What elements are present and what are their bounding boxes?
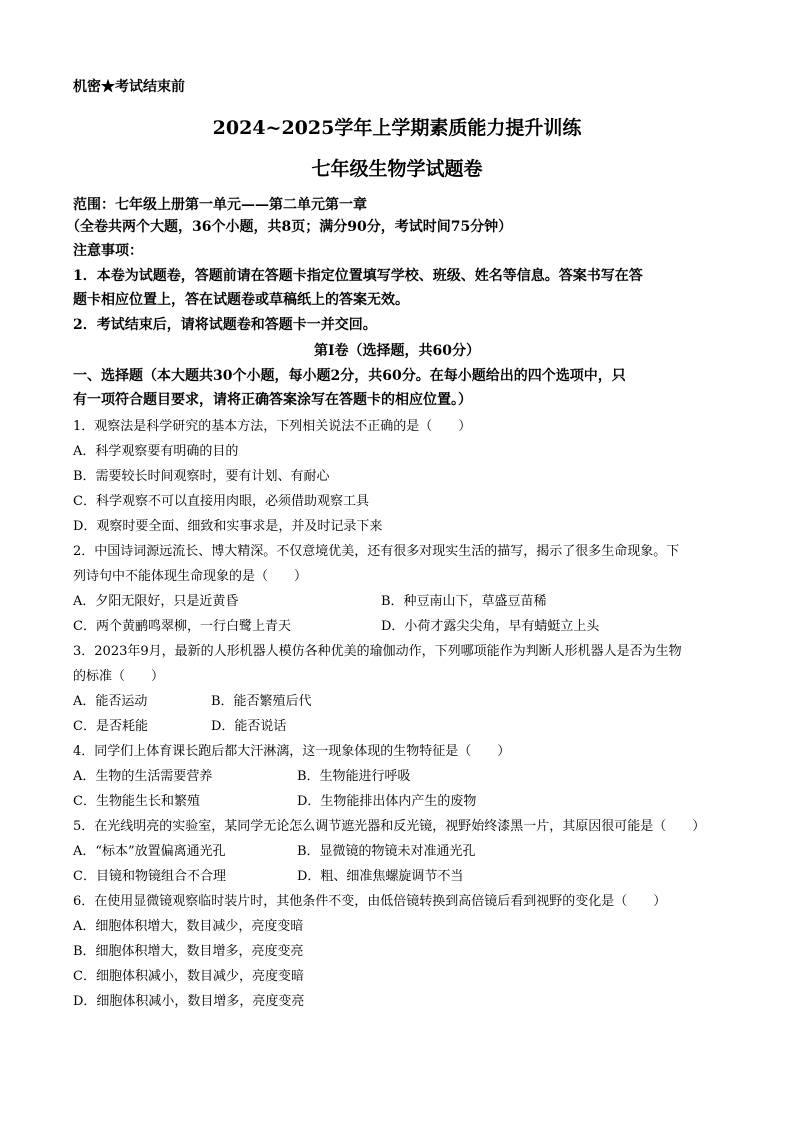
q5-option-b: B．显微镜的物镜未对准通光孔 — [297, 844, 476, 859]
q2-stem-line-1: 2．中国诗词源远流长、博大精深。不仅意境优美，还有很多对现实生活的描写，揭示了很多生命现象。下 — [73, 544, 680, 559]
q2-stem-line-2: 列诗句中不能体现生命现象的是（ ） — [73, 569, 308, 584]
q1-option-a: A．科学观察要有明确的目的 — [73, 444, 239, 459]
q4-option-c: C．生物能生长和繁殖 — [73, 794, 200, 809]
q5-option-d: D．粗、细准焦螺旋调节不当 — [297, 869, 464, 884]
q2-option-a: A．夕阳无限好，只是近黄昏 — [73, 594, 239, 609]
q4-option-a: A．生物的生活需要营养 — [73, 769, 213, 784]
exam-title: 2024~2025学年上学期素质能力提升训练 — [212, 117, 582, 139]
q6-option-b: B．细胞体积增大，数目增多，亮度变亮 — [73, 944, 304, 959]
q5-option-a: A．“标本”放置偏离通光孔 — [73, 844, 226, 859]
exam-summary: （全卷共两个大题，36个小题，共8页；满分90分，考试时间75分钟） — [66, 219, 513, 235]
q5-stem: 5．在光线明亮的实验室，某同学无论怎么调节遮光器和反光镜，视野始终漆黑一片，其原因很可能是（ ） — [73, 819, 706, 834]
q1-stem: 1．观察法是科学研究的基本方法，下列相关说法不正确的是（ ） — [73, 419, 472, 434]
confidential-label: 机密★考试结束前 — [73, 79, 185, 95]
q2-option-d: D．小荷才露尖尖角，早有蜻蜓立上头 — [381, 619, 600, 634]
q6-option-c: C．细胞体积减小，数目减少，亮度变暗 — [73, 969, 304, 984]
part-1-heading-line-2: 有一项符合题目要求，请将正确答案涂写在答题卡的相应位置。） — [73, 392, 472, 408]
q4-option-b: B．生物能进行呼吸 — [297, 769, 411, 784]
q3-stem-line-1: 3．2023年9月，最新的人形机器人模仿各种优美的瑜伽动作，下列哪项能作为判断人形机器人是否为生物 — [73, 644, 682, 659]
q1-option-d: D．观察时要全面、细致和实事求是，并及时记录下来 — [73, 519, 383, 534]
part-1-heading-line-1: 一、选择题（本大题共30个小题，每小题2分，共60分。在每小题给出的四个选项中，只 — [73, 368, 626, 384]
notes-title: 注意事项： — [73, 243, 143, 259]
exam-subtitle: 七年级生物学试题卷 — [311, 158, 483, 180]
q4-option-d: D．生物能排出体内产生的废物 — [297, 794, 477, 809]
q6-option-d: D．细胞体积减小，数目增多，亮度变亮 — [73, 994, 305, 1009]
q1-option-b: B．需要较长时间观察时，要有计划、有耐心 — [73, 469, 330, 484]
q3-stem-line-2: 的标准（ ） — [73, 669, 165, 684]
note-1-line-2: 题卡相应位置上，答在试题卷或草稿纸上的答案无效。 — [73, 292, 409, 308]
q5-option-c: C．目镜和物镜组合不合理 — [73, 869, 226, 884]
q4-stem: 4．同学们上体育课长跑后都大汗淋漓，这一现象体现的生物特征是（ ） — [73, 744, 511, 759]
volume-heading: 第Ⅰ卷（选择题，共60分） — [313, 343, 481, 359]
note-1-line-1: 1．本卷为试题卷，答题前请在答题卡指定位置填写学校、班级、姓名等信息。答案书写在答 — [73, 268, 643, 284]
q2-option-b: B．种豆南山下，草盛豆苗稀 — [381, 594, 547, 609]
note-2: 2．考试结束后，请将试题卷和答题卡一并交回。 — [73, 317, 377, 333]
q6-stem: 6．在使用显微镜观察临时装片时，其他条件不变，由低倍镜转换到高倍镜后看到视野的变化是（ ） — [73, 894, 667, 909]
q3-option-c: C．是否耗能 — [73, 719, 148, 734]
q3-option-a: A．能否运动 — [73, 694, 148, 709]
exam-scope: 范围：七年级上册第一单元——第二单元第一章 — [73, 197, 367, 213]
q1-option-c: C．科学观察不可以直接用肉眼，必须借助观察工具 — [73, 494, 369, 509]
q6-option-a: A．细胞体积增大，数目减少，亮度变暗 — [73, 919, 304, 934]
q3-option-b: B．能否繁殖后代 — [211, 694, 312, 709]
q2-option-c: C．两个黄鹂鸣翠柳，一行白鹭上青天 — [73, 619, 291, 634]
q3-option-d: D．能否说话 — [211, 719, 287, 734]
